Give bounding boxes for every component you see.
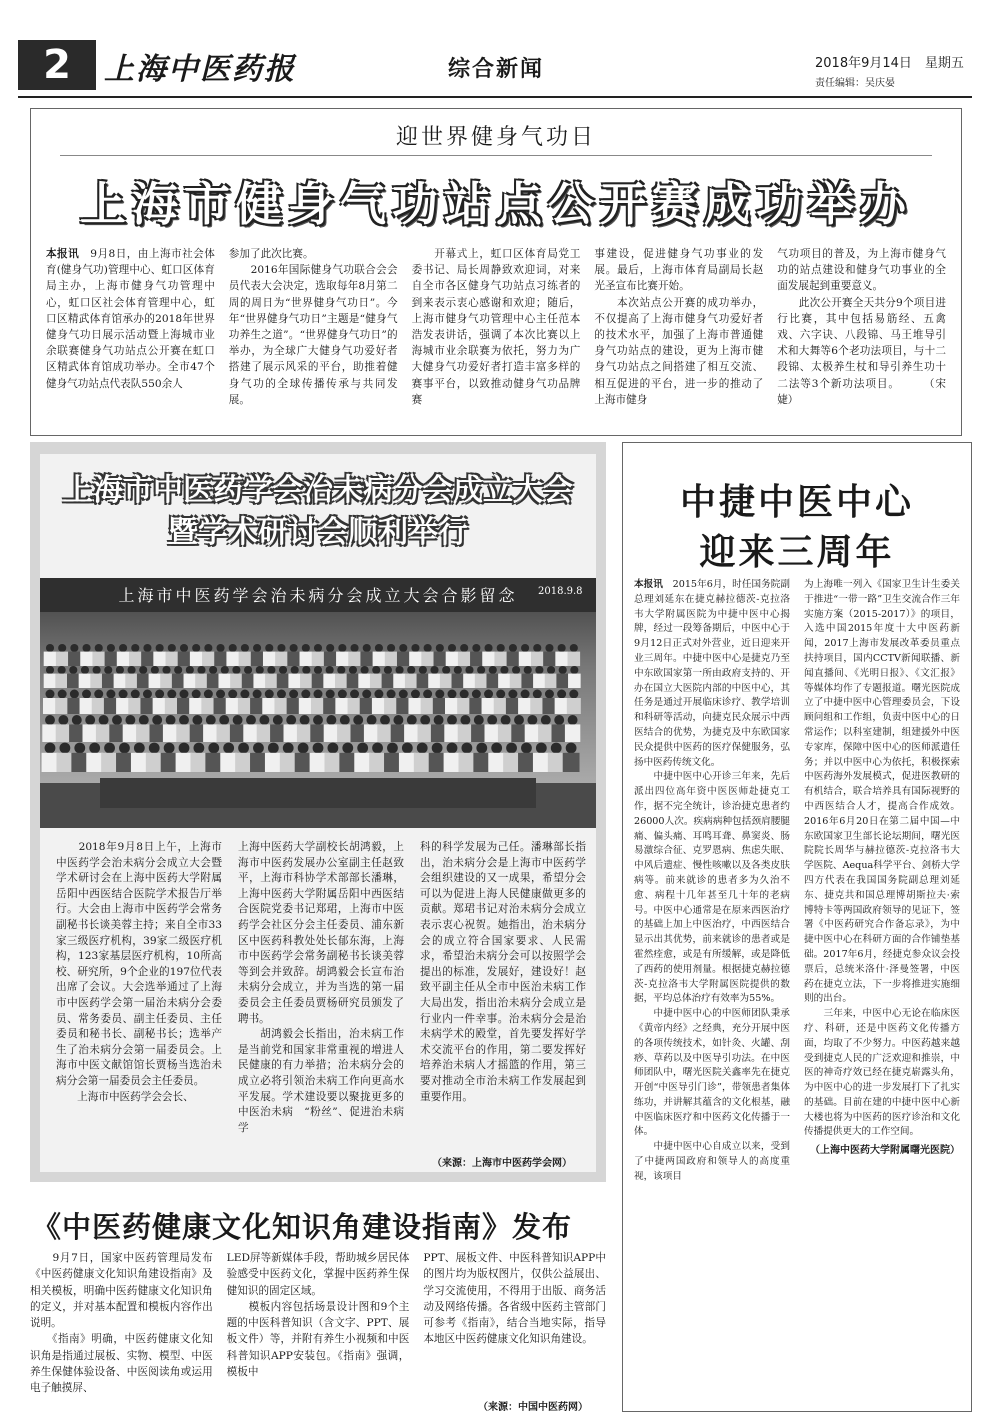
- photo-caption: 上海市中医药学会治未病分会成立大会合影留念: [118, 586, 518, 605]
- top-article-kicker: 迎世界健身气功日: [395, 125, 596, 150]
- bottom-article-col-2: LED屏等新媒体手段，帮助城乡居民体验感受中医药文化，掌握中医药养生保健知识的固定区域。 模板内容包括场景设计图和9个主题的中医科普知识（含文字、PPT、展板文件）等，并附有养生小视频和中医科普知识APP安装包。《指南》强调，模板中: [226, 1252, 410, 1379]
- gray-article-source: （来源：上海市中医药学会网）: [432, 1158, 572, 1169]
- bottom-article-col-1: 9月7日，国家中医药管理局发布《中医药健康文化知识角建设指南》及相关模板，明确中医药健康文化知识角的定义，并对基本配置和模板内容作出说明。 《指南》明确，中医药健康文化知识角是指通过展板、实物、模型、中医养生保健体验设备、中医阅读角或运用电子触摸屏、: [30, 1252, 213, 1395]
- top-article-lead: 本报讯: [46, 248, 80, 260]
- bottom-article-col-3: PPT、展板文件、中医科普知识APP中的图片均为版权图片，仅供公益展出、学习交流使用，不得用于出版、商务活动及网络传播。各省级中医药主管部门可参考《指南》，结合当地实际，指导本地区中医药健康文化知识角建设。: [423, 1252, 607, 1346]
- top-article-col-2: 参加了此次比赛。 2016年国际健身气功联合会会员代表大会决定，选取每年8月第二周的周日为“世界健身气功日”。今年“世界健身气功日”主题是“健身气功养生之道”。“世界健身气功日”的举办，为全球广大健身气功爱好者搭建了展示风采的平台，助推着健身气功的全球传播传承与共同发展。: [228, 248, 398, 406]
- right-title-line-1: 中捷中医中心: [679, 482, 914, 523]
- top-article-col-1: [46, 246, 215, 408]
- top-article-text-1: 9月8日，由上海市社会体育(健身气功)管理中心、虹口区体育局主办，上海市健身气功管理中心，虹口区社会体育管理中心，虹口区精武体育馆承办的2018年世界健身气功日展示活动暨上海城市业余联赛健身气功站点公开赛在虹口区精武体育馆成功举办。全市47个健身气功站点代表队550余人: [46, 248, 215, 390]
- photo-date: 2018.9.8: [538, 586, 583, 597]
- gray-article-col-3: 科的科学发展为己任。潘琳部长指出，治未病分会是上海市中医药学会组织建设的又一成果，希望分会可以为促进上海人民健康做更多的贡献。郑珺书记对治未病分会成立表示衷心祝贺。她指出，治未病分会的成立符合国家要求、人民需求，希望治未病分会可以按照学会提出的标准，发展好，建设好！赵致平副主任从全市中医治未病工作大局出发，指出治未病分会成立是行业内一件幸事。治未病分会是治未病学术的殿堂，首先要发挥好学术交流平台的作用，第二要发挥好培养治未病人才摇篮的作用，第三要对推动全市治未病工作发展起到重要作用。: [420, 841, 586, 1103]
- editor-credit: 责任编辑：吴庆晏: [815, 78, 895, 89]
- gray-article-col-2: 上海中医药大学副校长胡鸿毅，上海市中医药发展办公室副主任赵致平，上海市科协学术部部长潘琳，上海中医药大学附属岳阳中西医结合医院党委书记郑珺，上海市中医药学会社区分会主任委员、浦东新区中医药科教处处长郁东海，上海市中医药学会常务副秘书长谈美蓉等到会并致辞。胡鸿毅会长宣布治未病分会成立，并为当选的第一届委员会主任委员贾杨研究员颁发了聘书。 胡鸿毅会长指出，治未病工作是当前党和国家非常重视的增进人民健康的有力举措；治未病分会的成立必将引领治未病工作向更高水平发展。学术建设要以聚拢更多的中医治未病 “粉丝”、促进治未病学: [238, 841, 404, 1134]
- right-article-lead: 本报讯: [634, 579, 663, 590]
- paper-logo: 上海中医药报: [104, 52, 296, 87]
- right-article-title: [622, 478, 972, 578]
- top-article-body: [46, 246, 946, 408]
- gray-article-title: [40, 470, 596, 554]
- right-title-line-2: 迎来三周年: [699, 532, 895, 573]
- gray-article-col-1: 2018年9月8日上午，上海市中医药学会治未病分会成立大会暨学术研讨会在上海中医药大学附属岳阳中西医结合医院学术报告厅举行。大会由上海市中医药学会常务副秘书长谈美蓉主持；来自全市33家三级医疗机构，39家二级医疗机构，123家基层医疗机构，10所高校、研究所，9个企业的197位代表出席了会议。大会选举通过了上海市中医药学会第一届治未病分会委员、常务委员、副主任委员、主任委员和秘书长、副秘书长；选举产生了治未病分会第一届委员会。上海市中医文献馆馆长贾杨当选治未病分会第一届委员会主任委员。 上海市中医药学会会长、: [56, 841, 222, 1103]
- bottom-article-source: （来源：中国中医药网）: [478, 1402, 588, 1413]
- kicker-divider: [60, 155, 932, 156]
- issue-date: 2018年9月14日 星期五: [815, 56, 964, 71]
- right-article-text-2: 为上海唯一列入《国家卫生计生委关于推进“一带一路”卫生交流合作三年实施方案（2015-2017）》的项目，入选中国2015年度十大中医药新闻，2017上海市发展改革委员重点扶持项目，国内CCTV新闻联播、新闻直播间、《光明日报》、《文汇报》等媒体均作了专题报道。曙光医院成立了中捷中医中心管理委员会，下设顾问组和工作组，负责中医中心的日常运作；以科室建制，组建援外中医专家库，保障中医中心的医师派遣任务；并以中医中心为依托，积极探索中医药海外发展模式，促进医教研的有机结合，联合培养具有国际视野的中西医结合人才，提高合作成效。2016年6月20日在第二届中国—中东欧国家卫生部长论坛期间，曙光医院院长周华与赫拉德茨-克拉洛韦大学医院、Aequa科学平台、剑桥大学四方代表在我国国务院副总理刘延东、捷克共和国总理博胡斯拉夫·索博特卡等两国政府领导的见证下，签署《中医药研究合作备忘录》，为中捷中医中心在科研方面的合作铺垫基础。2017年6月，经捷克参众议会投票后，总统米洛什·泽曼签署，中医药在捷克立法，下一步将推进实施细则的出台。 三年来，中医中心无论在临床医疗、科研，还是中医药文化传播方面，均取了不少努力。中医药越来越受到捷克人民的广泛欢迎和推崇，中医的神奇疗效已经在捷克崭露头角，为中医中心的进一步发展打下了扎实的基础。目前在建的中捷中医中心新大楼也将为中医药的医疗诊治和文化传播提供更大的工作空间。: [804, 579, 960, 1138]
- group-photo: [40, 578, 596, 828]
- right-article-body: [634, 578, 960, 1185]
- bottom-article-headline: 《中医药健康文化知识角建设指南》发布: [32, 1210, 573, 1244]
- top-article-headline: 上海市健身气功站点公开赛成功举办: [80, 177, 912, 231]
- top-article-col-3: 开幕式上，虹口区体育局党工委书记、局长周静致欢迎词，对来自全市各区健身气功站点习练者的到来表示衷心感谢和欢迎；随后，上海市健身气功管理中心主任范本浩发表讲话，强调了本次比赛以上海城市业余联赛为依托，努力为广大健身气功爱好者打造丰富多样的赛事平台，以致推动健身气功品牌赛: [411, 248, 581, 406]
- page-number: 2: [18, 40, 96, 90]
- section-title: 综合新闻: [448, 57, 545, 82]
- right-article-text-1: 2015年6月，时任国务院副总理刘延东在捷克赫拉德茨-克拉洛韦大学附属医院为中捷中医中心揭牌，经过一段筹备期后，中医中心于9月12日正式对外营业，近日迎来开业三周年。中捷中医中心是捷克乃至中东欧国家第一所由政府支持的、开办在国立大医院内部的中医中心，其任务是通过开展临床诊疗、教学培训和科研等活动，向捷克民众展示中西医结合的优势，为捷克及中东欧国家民众提供中医药的医疗保健服务，弘扬中医药传统文化。 中捷中医中心开诊三年来，先后派出四位高年资中医医师赴捷克工作，据不完全统计，诊治捷克患者约26000人次。疾病病种包括颈肩腰腿痛、偏头痛、耳鸣耳聋、鼻窦炎、肠易激综合征、克罗恩病、焦虑失眠、中风后遗症、慢性咳嗽以及各类皮肤病等。前来就诊的患者多为久治不愈、病程十几年甚至几十年的老病号。中医中心通常是在原来西医治疗的基础上加上中医治疗，中西医结合显示出其优势，前来就诊的患者或是霍然痊愈，或是有所缓解，或是降低了西药的使用剂量。根据捷克赫拉德茨-克拉洛韦大学附属医院提供的数据，平均总体治疗有效率为55%。 中捷中医中心的中医师团队秉承《黄帝内经》之经典，充分开展中医的各项传统技术，如针灸、火罐、刮痧、草药以及中医导引功法。在中医师团队中，曙光医院关鑫率先在捷克开创“中医导引门诊”，带领患者集体练功，并讲解其蕴含的文化根基，融中医临床医疗和中医药文化传播于一体。 中捷中医中心自成立以来，受到了中捷两国政府和领导人的高度重视，该项目: [634, 579, 791, 1182]
- right-article-col-1: [634, 578, 790, 1185]
- top-article-col-4: 事建设，促进健身气功事业的发展。最后，上海市体育局副局长赵光圣宣布比赛开始。 本次站点公开赛的成功举办，不仅提高了上海市健身气功爱好者的技术水平，加强了上海市普通健身气功站点的建设，更为上海市健身气功站点之间搭建了相互交流、相互促进的平台，进一步的推动了上海市健身: [594, 248, 764, 406]
- gray-article-body: [56, 840, 586, 1136]
- right-article-col-2: [804, 578, 960, 1185]
- gray-title-line-1: 上海市中医药学会治未病分会成立大会: [63, 473, 573, 508]
- top-article-col-5: 气功项目的普及，为上海市健身气功的站点建设和健身气功事业的全面发展起到重要意义。 此次公开赛全天共分9个项目进行比赛，其中包括易筋经、五禽戏、六字诀、八段锦、马王堆导引术和大舞等6个老功法项目，与十二段锦、太极养生杖和导引养生功十二法等3个新功法项目。 （宋婕）: [777, 248, 946, 406]
- right-article-source: （上海中医药大学附属曙光医院）: [810, 1145, 960, 1157]
- gray-title-line-2: 暨学术研讨会顺利举行: [168, 515, 468, 550]
- bottom-article-body: [30, 1250, 606, 1397]
- header-divider: [18, 96, 972, 98]
- group-photo-image: [40, 578, 596, 828]
